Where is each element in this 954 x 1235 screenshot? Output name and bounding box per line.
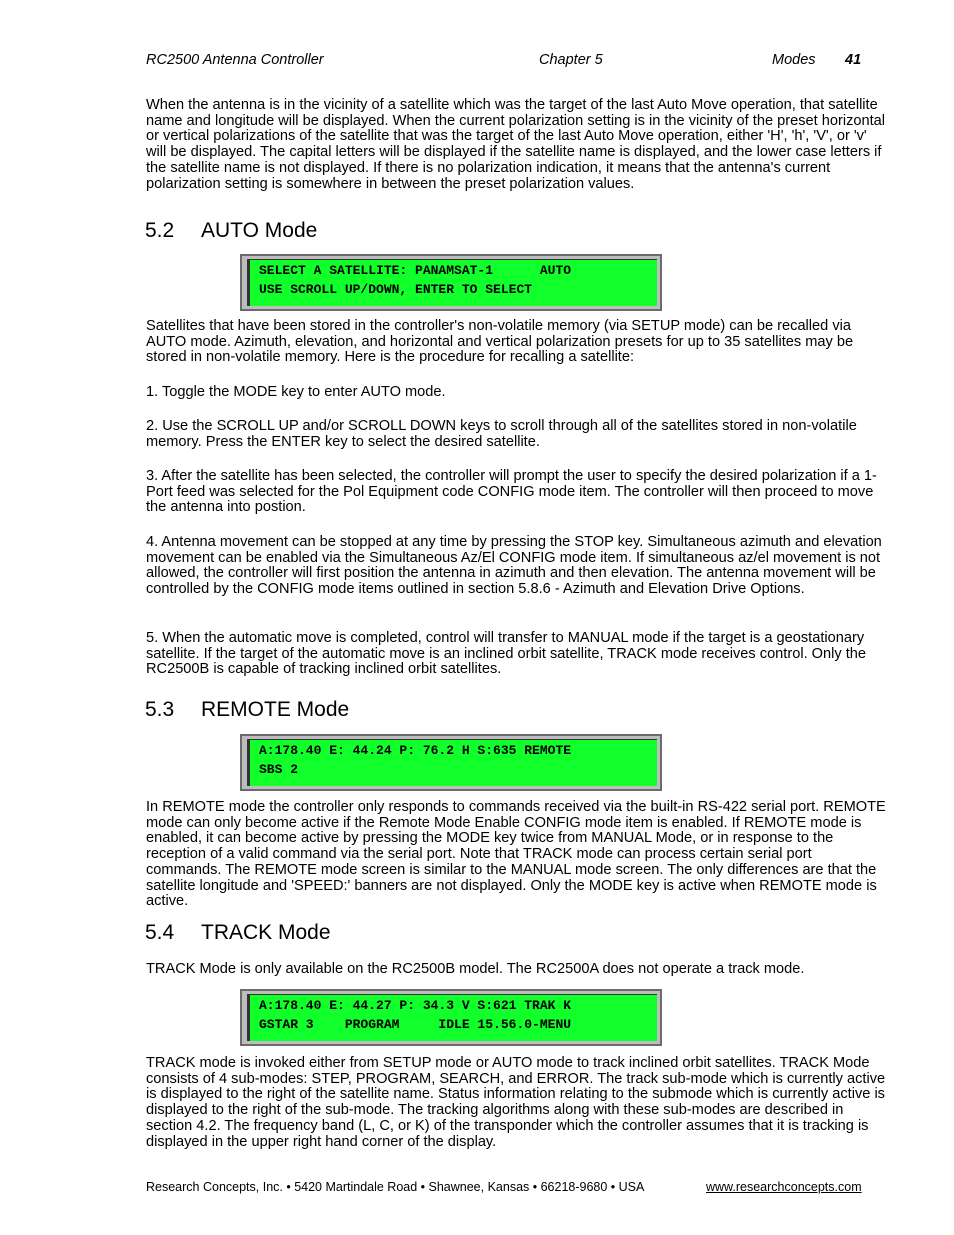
section-heading-track bbox=[145, 921, 331, 945]
lcd-screen bbox=[247, 259, 657, 306]
auto-step-5: 5. When the automatic move is completed, control will transfer to MANUAL mode if the target is a geostationary satellite. If the target of the automatic move is an inclined orbit satellite, TRACK mode receives control. Only the RC2500B is capable of tracking inclined orbit satellites. bbox=[146, 630, 867, 678]
track-intro: TRACK Mode is only available on the RC2500B model. The RC2500A does not operate a track mode. bbox=[146, 961, 805, 977]
header-section: Modes bbox=[772, 52, 816, 68]
lcd-line-1: SELECT A SATELLITE: PANAMSAT-1 AUTO bbox=[259, 263, 572, 278]
auto-step-2: 2. Use the SCROLL UP and/or SCROLL DOWN keys to scroll through all of the satellites stored in non-volatile memory. Press the ENTER key to select the desired satellite. bbox=[146, 418, 857, 450]
lcd-line-2: GSTAR 3 PROGRAM IDLE 15.56.0-MENU bbox=[259, 1017, 572, 1032]
section-title: REMOTE Mode bbox=[201, 698, 350, 721]
lcd-display-remote bbox=[240, 734, 662, 791]
lcd-display-track bbox=[240, 989, 662, 1046]
footer-address: Research Concepts, Inc. • 5420 Martindale Road • Shawnee, Kansas • 66218-9680 • USA bbox=[146, 1180, 645, 1194]
lcd-screen bbox=[247, 739, 657, 786]
lcd-screen bbox=[247, 994, 657, 1041]
auto-step-3: 3. After the satellite has been selected, the controller will prompt the user to specify the desired polarization if a 1-Port feed was selected for the Pol Equipment code CONFIG mode item. The controller will then proceed to move the antenna into postion. bbox=[146, 468, 877, 516]
section-title: AUTO Mode bbox=[201, 219, 318, 242]
auto-step-4: 4. Antenna movement can be stopped at any time by pressing the STOP key. Simultaneous azimuth and elevation movement can be enabled via the Simultaneous Az/El CONFIG mode item. If simultaneous az/el movement is not allowed, the controller will first position the antenna in azimuth and then elevation. The antenna movement will be controlled by the CONFIG mode items outlined in section 5.8.6 - Azimuth and Elevation Drive Options. bbox=[146, 534, 882, 598]
intro-paragraph: When the antenna is in the vicinity of a satellite which was the target of the last Auto Move operation, that satellite name and longitude will be displayed. When the current polarization setting is in the vicinity of the preset horizontal or vertical polarizations of the satellite that was the target of the last Auto Move operation, either 'H', 'h', 'V', or 'v' will be displayed. The capital letters will be displayed if the satellite name is displayed, and the lower case letters if the satellite name is not displayed. If there is no polarization indication, it means that the antenna's current polarization setting is somewhere in between the preset polarization values. bbox=[146, 97, 886, 192]
section-heading-auto bbox=[145, 219, 317, 243]
lcd-line-1: A:178.40 E: 44.27 P: 34.3 V S:621 TRAK K bbox=[259, 998, 572, 1013]
section-number: 5.4 bbox=[145, 921, 175, 944]
section-number: 5.3 bbox=[145, 698, 175, 721]
footer-link[interactable]: www.researchconcepts.com bbox=[706, 1180, 862, 1194]
section-heading-remote bbox=[145, 698, 349, 722]
section-number: 5.2 bbox=[145, 219, 175, 242]
auto-step-1: 1. Toggle the MODE key to enter AUTO mode. bbox=[146, 384, 446, 400]
lcd-display-auto bbox=[240, 254, 662, 311]
lcd-line-2: USE SCROLL UP/DOWN, ENTER TO SELECT bbox=[259, 282, 533, 297]
auto-paragraph: Satellites that have been stored in the controller's non-volatile memory (via SETUP mode) can be recalled via AUTO mode. Azimuth, elevation, and horizontal and vertical polarization presets for up to 35 satellites may be stored in non-volatile memory. Here is the procedure for recalling a satellite: bbox=[146, 318, 854, 366]
lcd-line-2: SBS 2 bbox=[259, 762, 299, 777]
section-title: TRACK Mode bbox=[201, 921, 331, 944]
header-title: RC2500 Antenna Controller bbox=[146, 52, 324, 68]
track-paragraph: TRACK mode is invoked either from SETUP mode or AUTO mode to track inclined orbit satellites. TRACK Mode consists of 4 sub-modes: STEP, PROGRAM, SEARCH, and ERROR. The track sub-mode which is currently active is displayed to the right of the satellite name. Status information relating to the submode which is currently active is displayed to the right of the sub-mode. The tracking algorithms along with these sub-modes are described in section 4.2. The frequency band (L, C, or K) of the transponder which the controller assumes that it is tracking is displayed in the upper right hand corner of the display. bbox=[146, 1055, 886, 1150]
header-chapter: Chapter 5 bbox=[539, 52, 603, 68]
page-number: 41 bbox=[845, 52, 862, 68]
lcd-line-1: A:178.40 E: 44.24 P: 76.2 H S:635 REMOTE bbox=[259, 743, 572, 758]
remote-paragraph: In REMOTE mode the controller only responds to commands received via the built-in RS-422 serial port. REMOTE mode can only become active if the Remote Mode Enable CONFIG mode item is enabled. If REMOTE mode is enabled, it can become active by pressing the MODE key twice from MANUAL Mode, or in response to the reception of a valid command via the serial port. Note that TRACK mode can process certain serial port commands. The REMOTE mode screen is similar to the MANUAL mode screen. The only differences are that the satellite longitude and 'SPEED:' banners are not displayed. Only the MODE key is active when REMOTE mode is active. bbox=[146, 799, 886, 910]
